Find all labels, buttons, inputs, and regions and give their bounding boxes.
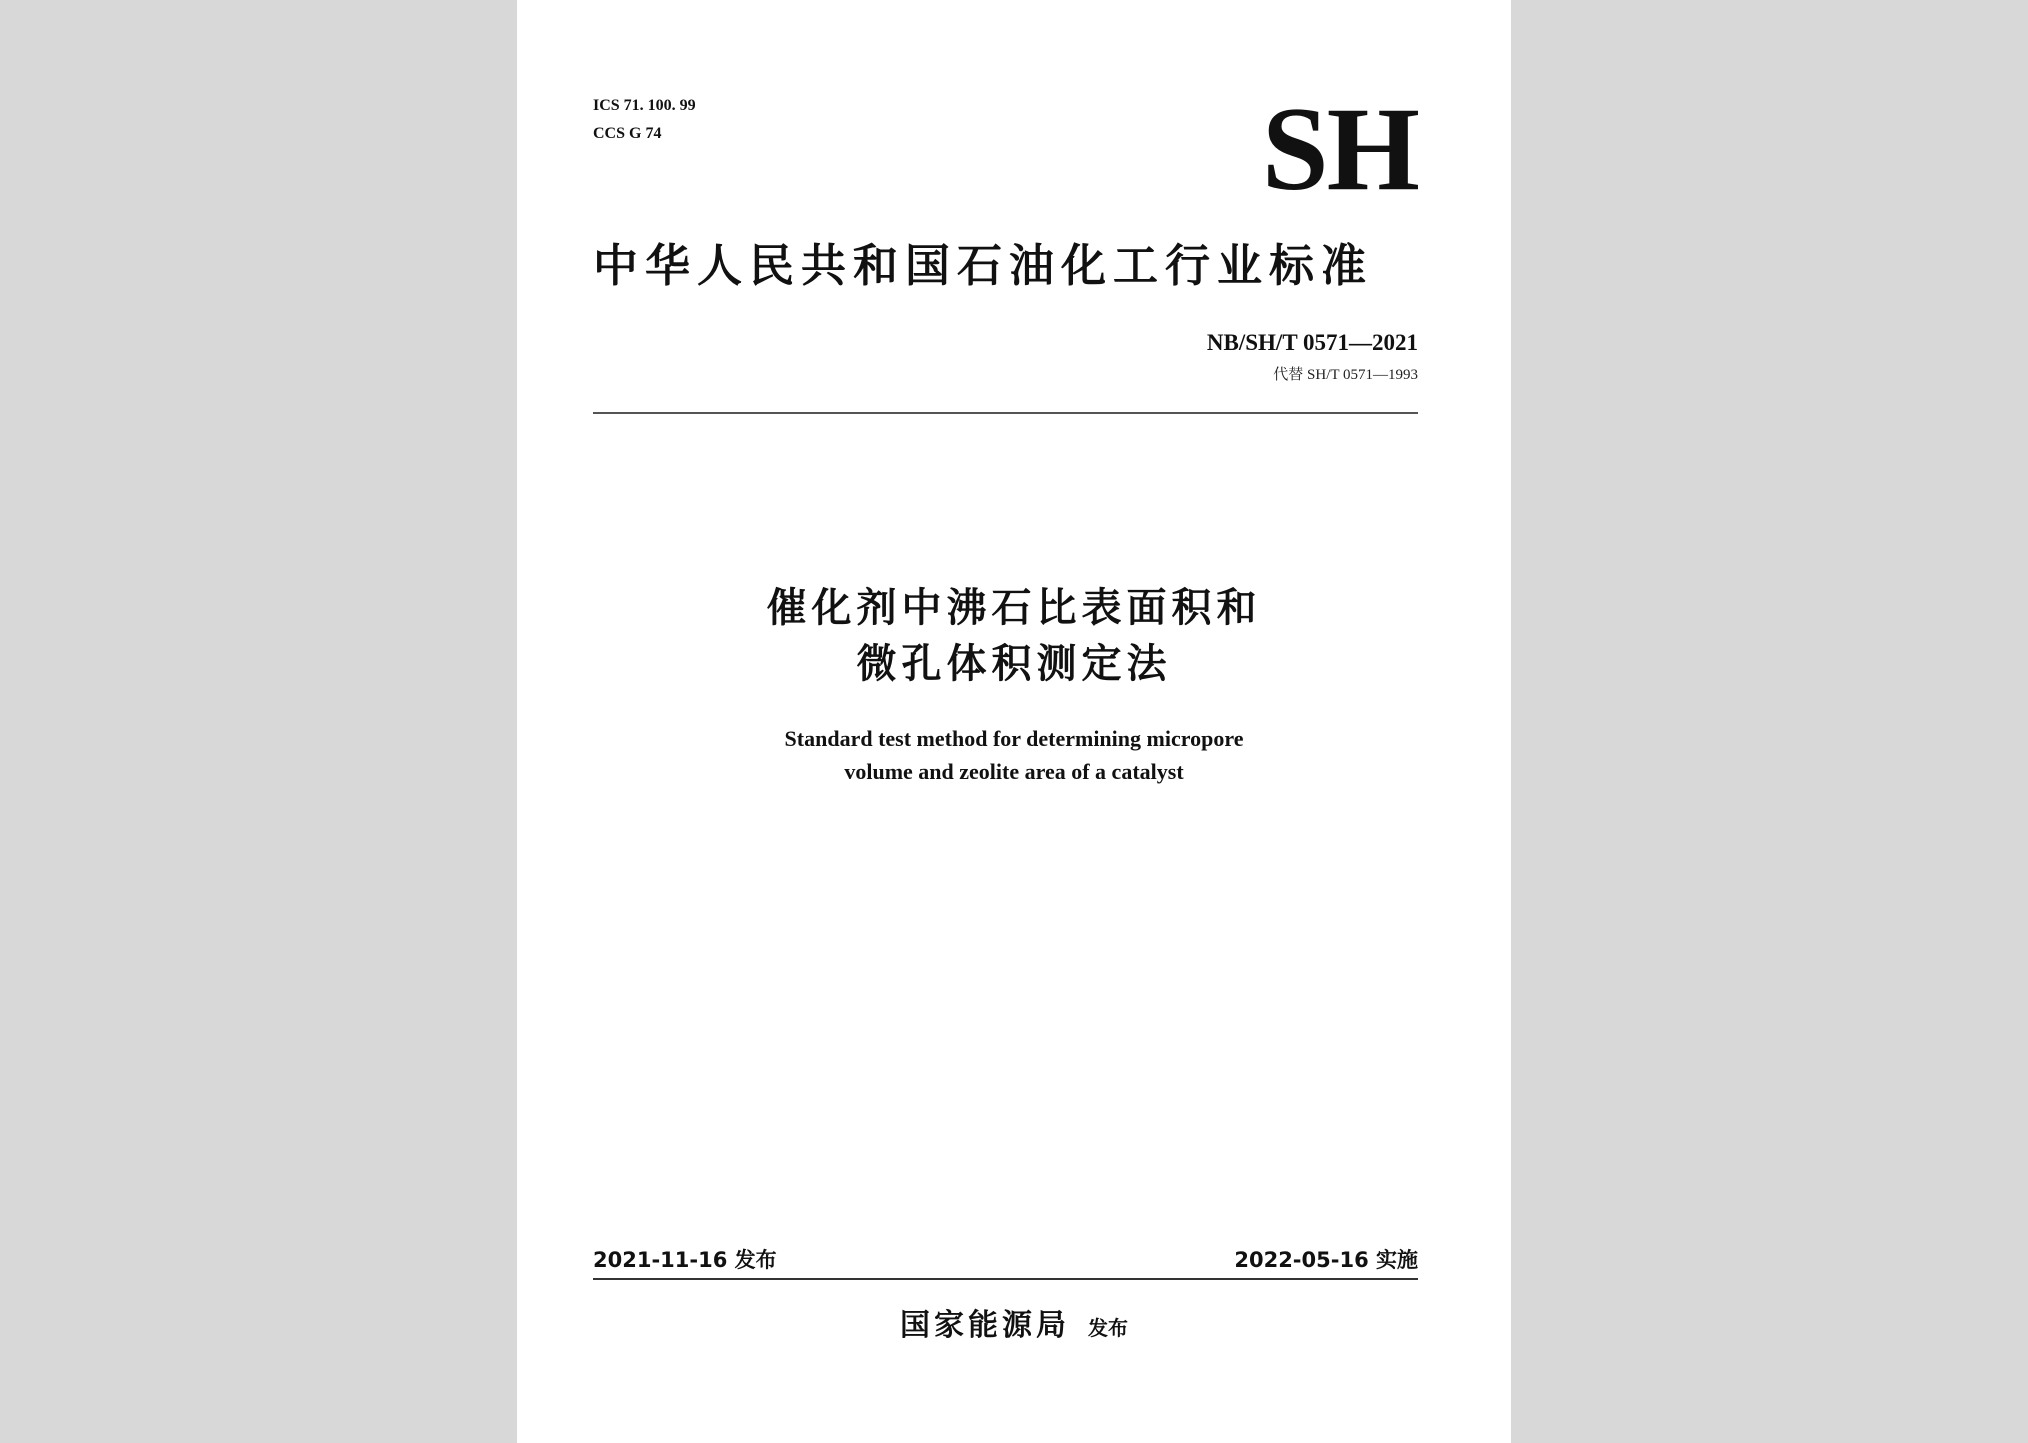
english-title-line-2: volume and zeolite area of a catalyst (844, 759, 1184, 784)
sh-logo-mark: SH (1261, 82, 1418, 215)
chinese-title-line-1: 催化剂中沸石比表面积和 (766, 585, 1262, 631)
ics-code: ICS 71. 100. 99 (593, 97, 696, 114)
implementation-date: 2022-05-16 实施 (1234, 1248, 1418, 1272)
document-page (517, 0, 1511, 1443)
standard-number: NB/SH/T 0571—2021 (1206, 330, 1418, 355)
issue-date: 2021-11-16 发布 (593, 1248, 777, 1272)
footer-divider (593, 1278, 1418, 1280)
header-divider (593, 412, 1418, 414)
english-title-line-1: Standard test method for determining micropore (784, 726, 1244, 751)
issuer-action: 发布 (1088, 1316, 1128, 1340)
replaces-note: 代替 SH/T 0571—1993 (1273, 367, 1418, 383)
ccs-code: CCS G 74 (593, 125, 662, 142)
chinese-title-line-2: 微孔体积测定法 (856, 641, 1172, 687)
chinese-title (517, 580, 1511, 692)
classification-codes (593, 92, 696, 148)
issuer-line (517, 1306, 1511, 1348)
standard-type-heading: 中华人民共和国石油化工行业标准 (593, 239, 1374, 292)
issuer-name: 国家能源局 (900, 1308, 1070, 1343)
english-title (517, 722, 1511, 788)
